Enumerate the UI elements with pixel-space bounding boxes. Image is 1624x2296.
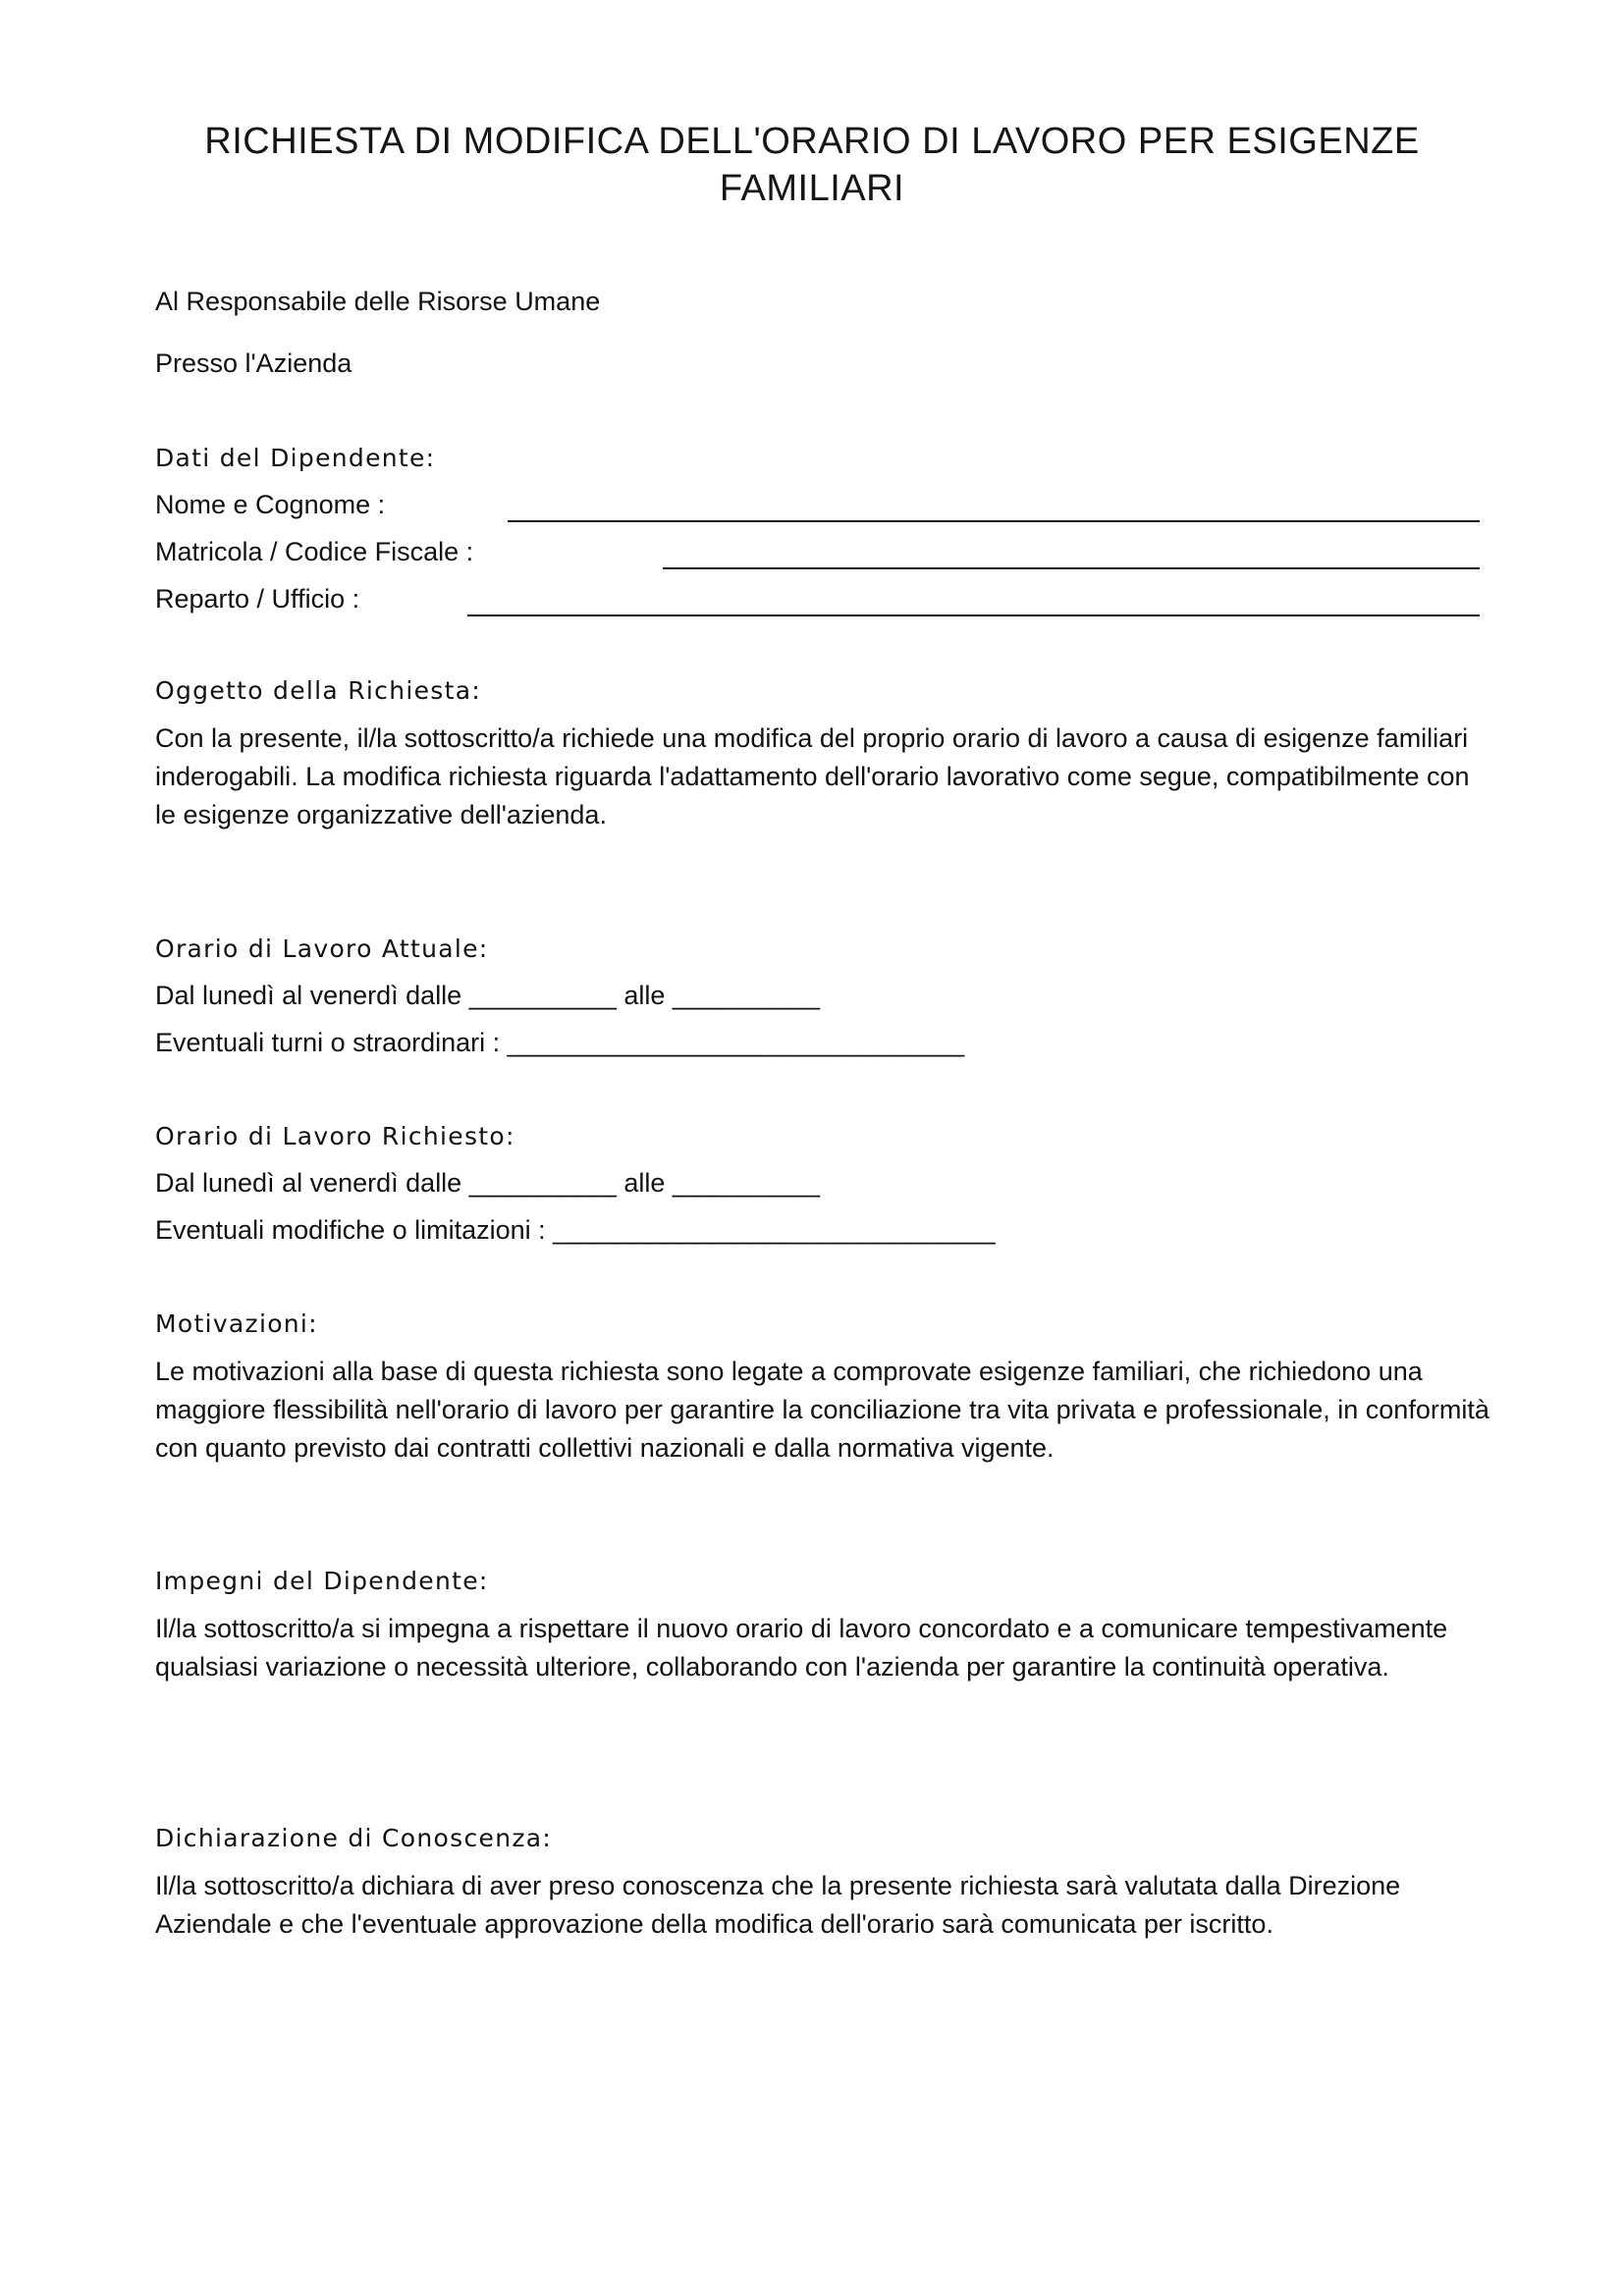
declaration-heading: Dichiarazione di Conoscenza: <box>155 1824 553 1852</box>
name-label: Nome e Cognome : <box>155 490 386 519</box>
id-field-line[interactable] <box>663 567 1480 569</box>
id-label: Matricola / Codice Fiscale : <box>155 537 474 566</box>
current-schedule-line-1: Dal lunedì al venerdì dalle __________ alle __________ <box>155 981 821 1010</box>
requested-schedule-line-2: Eventuali modifiche o limitazioni : ______________________________ <box>155 1215 996 1245</box>
declaration-text: Il/la sottoscritto/a dichiara di aver preso conoscenza che la presente richiesta sarà valutata dalla Direzione Aziendale e che l'eventuale approvazione della modifica dell'orario sarà comunicata per iscritto. <box>155 1871 1401 1939</box>
name-field-line[interactable] <box>508 520 1480 522</box>
subject-text: Con la presente, il/la sottoscritto/a richiede una modifica del proprio orario di lavoro a causa di esigenze familiari inderogabili. La modifica richiesta riguarda l'adattamento dell'orario lavorativo come segue, compatibilmente con le esigenze organizzative dell'azienda. <box>155 723 1470 829</box>
current-schedule-heading: Orario di Lavoro Attuale: <box>155 934 489 963</box>
current-schedule-line-2: Eventuali turni o straordinari : _______________________________ <box>155 1028 965 1057</box>
commitments-heading: Impegni del Dipendente: <box>155 1567 489 1595</box>
recipient-line-2: Presso l'Azienda <box>155 348 352 378</box>
commitments-text: Il/la sottoscritto/a si impegna a rispettare il nuovo orario di lavoro concordato e a comunicare tempestivamente qualsiasi variazione o necessità ulteriore, collaborando con l'azienda per garantire la continuità operativa. <box>155 1614 1448 1682</box>
document-title: RICHIESTA DI MODIFICA DELL'ORARIO DI LAVORO PER ESIGENZE FAMILIARI <box>204 121 1420 209</box>
requested-schedule-line-1: Dal lunedì al venerdì dalle __________ alle __________ <box>155 1168 821 1198</box>
requested-schedule-heading: Orario di Lavoro Richiesto: <box>155 1122 515 1150</box>
department-label: Reparto / Ufficio : <box>155 584 360 614</box>
motivations-heading: Motivazioni: <box>155 1309 318 1338</box>
motivations-text: Le motivazioni alla base di questa richiesta sono legate a comprovate esigenze familiari, che richiedono una maggiore flessibilità nell'orario di lavoro per garantire la conciliazione tra vita privata e professionale, in conformità con quanto previsto dai contratti collettivi nazionali e dalla normativa vigente. <box>155 1357 1489 1463</box>
employee-heading: Dati del Dipendente: <box>155 444 436 472</box>
subject-heading: Oggetto della Richiesta: <box>155 676 482 705</box>
department-field-line[interactable] <box>467 614 1480 616</box>
recipient-line-1: Al Responsabile delle Risorse Umane <box>155 287 601 316</box>
